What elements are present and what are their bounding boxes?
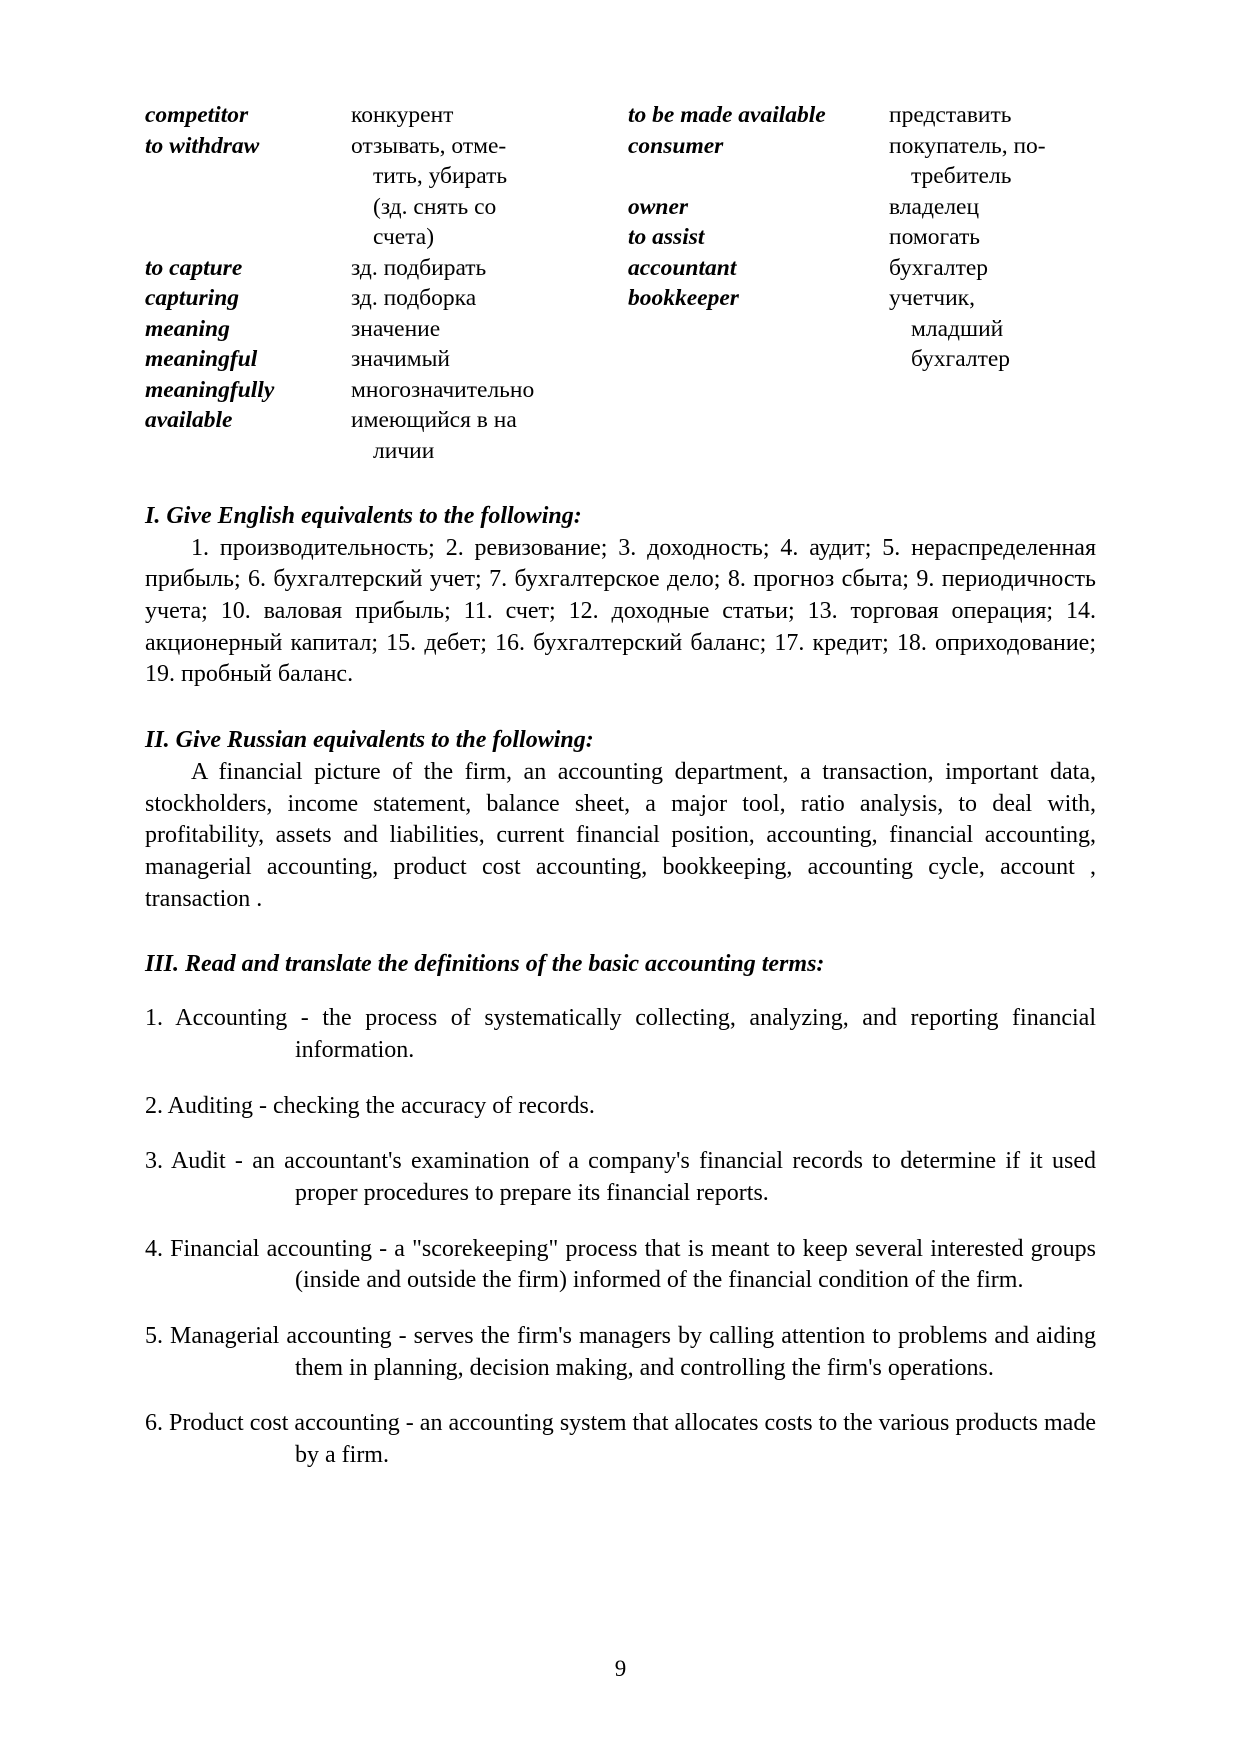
list-item: 5. Managerial accounting - serves the firm's managers by calling attention to problems and aiding them in planning, decision making, and controlling the firm's operations.	[145, 1322, 1096, 1381]
vocab-def-left: значение	[351, 315, 441, 342]
vocab-term-left: meaningful	[145, 346, 258, 373]
vocab-term-left: to withdraw	[145, 132, 260, 159]
vocab-term-left: meaningfully	[145, 376, 275, 403]
vocab-def-left: имеющийся в на	[351, 407, 517, 434]
vocab-def-left: конкурент	[351, 102, 454, 128]
vocab-term-right	[628, 314, 889, 345]
vocab-def-left: многозначительно	[351, 376, 535, 403]
vocab-term-right: accountant	[628, 254, 737, 281]
vocab-row	[145, 192, 1096, 223]
exercise-2-body: A financial picture of the firm, an accounting department, a transaction, important data, stockholders, income statement, balance sheet, a major tool, ratio analysis, to deal with, profitability, assets and liabilities, current financial position, accounting, financial accounting, managerial accounting, product cost accounting, bookkeeping, accounting cycle, account , transaction .	[145, 758, 1096, 912]
vocab-row	[145, 314, 1096, 345]
vocab-term-left	[145, 436, 351, 467]
vocab-def-right: младший	[911, 315, 1004, 342]
page-number: 9	[614, 1656, 627, 1681]
exercise-2-heading: II. Give Russian equivalents to the following:	[145, 726, 594, 753]
vocab-def-right	[889, 405, 1096, 436]
exercise-1	[145, 501, 1096, 691]
vocab-def-right	[889, 375, 1096, 406]
list-item: 2. Auditing - checking the accuracy of records.	[145, 1092, 595, 1119]
vocab-term-right: consumer	[628, 132, 724, 159]
vocab-def-left: зд. подборка	[351, 285, 477, 312]
vocab-term-right: owner	[628, 193, 689, 220]
exercise-2	[145, 725, 1096, 915]
vocab-term-right: to assist	[628, 224, 705, 251]
vocab-def-left: отзывать, отме-	[351, 132, 507, 159]
vocab-row	[145, 222, 1096, 253]
list-item: 6. Product cost accounting - an accounting system that allocates costs to the various products made by a firm.	[145, 1410, 1096, 1468]
exercise-3	[145, 949, 1096, 1471]
vocab-def-right: покупатель, по-	[889, 132, 1046, 159]
vocab-def-right: бухгалтер	[911, 346, 1011, 373]
vocab-def-right: учетчик,	[889, 285, 975, 312]
vocab-term-left: available	[145, 407, 233, 434]
list-item: 3. Audit - an accountant's examination of a company's financial records to determine if it used proper procedures to prepare its financial reports.	[145, 1148, 1096, 1206]
vocab-row	[145, 283, 1096, 314]
vocab-row	[145, 161, 1096, 192]
vocab-term-left: capturing	[145, 285, 240, 312]
vocab-row	[145, 344, 1096, 375]
vocab-def-right: бухгалтер	[889, 254, 989, 281]
vocab-row	[145, 405, 1096, 436]
vocab-term-right	[628, 375, 889, 406]
vocab-def-right: требитель	[911, 163, 1012, 190]
list-item: 1. Accounting - the process of systematically collecting, analyzing, and reporting financial information.	[145, 1005, 1096, 1063]
vocab-def-right: владелец	[889, 193, 980, 220]
vocab-row	[145, 100, 1096, 131]
vocab-term-right	[628, 436, 889, 467]
vocab-def-left: личии	[373, 438, 435, 465]
vocab-term-left: meaning	[145, 315, 230, 342]
vocab-def-left: (зд. снять со	[373, 193, 497, 220]
vocab-def-right: представить	[889, 102, 1012, 128]
vocab-term-right	[628, 405, 889, 436]
vocab-term-right: bookkeeper	[628, 285, 739, 312]
list-item: 4. Financial accounting - a "scorekeeping" process that is meant to keep several interested groups (inside and outside the firm) informed of the financial condition of the firm.	[145, 1235, 1096, 1294]
vocab-term-right	[628, 161, 889, 192]
vocab-term-left	[145, 161, 351, 192]
vocab-def-right	[889, 436, 1096, 467]
vocab-row	[145, 253, 1096, 284]
vocab-def-left: тить, убирать	[373, 163, 508, 190]
exercise-1-body: 1. производительность; 2. ревизование; 3. доходность; 4. аудит; 5. нераспределенная прибыль; 6. бухгалтерский учет; 7. бухгалтерское дело; 8. прогноз сбыта; 9. периодичность учета; 10. валовая прибыль; 11. счет; 12. доходные статьи; 13. торговая операция; 14. акционерный капитал; 15. дебет; 16. бухгалтерский баланс; 17. кредит; 18. оприходование; 19. пробный баланс.	[145, 534, 1096, 688]
vocab-term-right: to be made available	[628, 102, 826, 128]
vocab-def-right: помогать	[889, 224, 980, 251]
definition-list	[145, 1003, 1096, 1471]
vocab-term-left: competitor	[145, 102, 249, 128]
vocab-term-left: to capture	[145, 254, 243, 281]
vocab-row	[145, 375, 1096, 406]
exercise-3-heading: III. Read and translate the definitions of the basic accounting terms:	[145, 951, 825, 978]
vocabulary-body	[145, 100, 1096, 467]
vocab-row	[145, 131, 1096, 162]
exercise-1-heading: I. Give English equivalents to the following:	[145, 502, 582, 529]
vocabulary-table	[145, 100, 1096, 467]
vocab-term-left	[145, 222, 351, 253]
vocab-def-left: зд. подбирать	[351, 254, 487, 281]
vocab-term-left	[145, 192, 351, 223]
vocab-def-left: счета)	[373, 224, 435, 251]
vocab-term-right	[628, 344, 889, 375]
vocab-def-left: значимый	[351, 346, 450, 373]
vocab-row	[145, 436, 1096, 467]
